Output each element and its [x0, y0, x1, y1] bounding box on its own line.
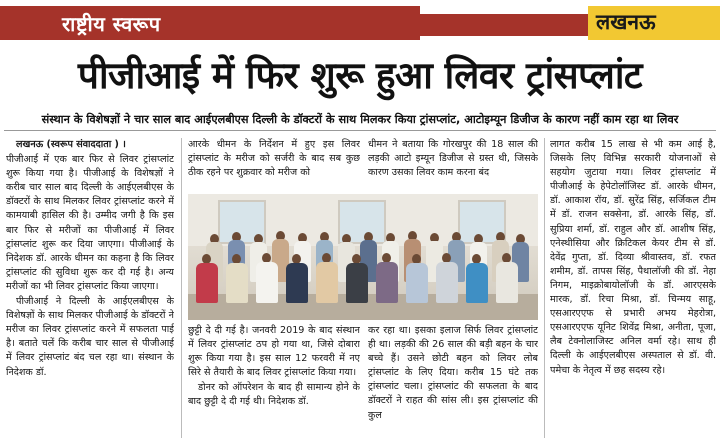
article-column-2-bottom — [188, 324, 360, 440]
city-name: लखनऊ — [596, 10, 656, 34]
article-column-2-top — [188, 138, 360, 190]
article-column-1 — [6, 138, 174, 438]
subhead: संस्थान के विशेषज्ञों ने चार साल बाद आईएलबीएस दिल्ली के डॉक्टरों के साथ मिलकर किया ट्रांसप्लांट, आटोइम्यून डिजीज के कारण नहीं काम रहा था लिवर — [41, 113, 679, 126]
team-group-photo — [188, 194, 538, 320]
col2-bottom-paragraph-1: छुट्टी दे दी गई है। जनवरी 2019 के बाद संस्थान में लिवर ट्रांसप्लांट ठप हो गया था, जिसे दोबारा शुरू किया गया है। इस साल 12 फरवरी में नए सिरे से तैयारी के बाद लिवर ट्रांसप्लांट किया गया। — [188, 325, 360, 379]
col2-top-text: आरके धीमन के निर्देशन में हुए इस लिवर ट्रांसप्लांट के मरीज को सर्जरी के बाद सब कुछ ठीक रहने पर शुक्रवार को मरीज को — [188, 139, 360, 179]
article-column-3-top — [368, 138, 538, 190]
col3-top-text: धीमन ने बताया कि गोरखपुर की 18 साल की लड़की आटो इम्यून डिजीज से ग्रस्त थी, जिसके कारण उसका लिवर काम करना बंद — [368, 139, 538, 179]
headline-rule — [4, 130, 716, 131]
masthead — [0, 0, 720, 46]
dateline: लखनऊ (स्वरूप संवाददाता ) । — [16, 139, 126, 150]
col1-paragraph-2: पीजीआई ने दिल्ली के आईएलबीएस के विशेषज्ञों के साथ मिलकर पीजीआई के डॉक्टरों ने मरीज का लिवर ट्रांसप्लांट करने में सफलता पाई है। बताते चलें कि करीब चार साल से पीजीआई में लिवर ट्रांसप्लांट बंद चल रहा था। संस्थान के निदेशक डॉ. — [6, 296, 174, 378]
column-divider — [544, 138, 545, 438]
col3-bottom-text: कर रहा था। इसका इलाज सिर्फ लिवर ट्रांसप्लांट ही था। लड़की की 26 साल की बड़ी बहन के चार बच्चे हैं। उसने छोटी बहन को लिवर लोब ट्रांसप्लांट के लिए दिया। करीब 15 घंटे तक ट्रांसप्लांट चला। ट्रांसप्लांट की सफलता के बाद डॉक्टरों ने राहत की सांस ली। इस ट्रांसप्लांट की कुल — [368, 325, 538, 421]
col1-paragraph-1: पीजीआई में एक बार फिर से लिवर ट्रांसप्लांट शुरू किया गया है। पीजीआई के विशेषज्ञों ने करीब चार साल बाद दिल्ली के आईएलबीएस के डॉक्टरों के साथ मिलकर लिवर ट्रांसप्लांट करने में कामयाबी हासिल की है। उम्मीद जगी है कि इस बार फिर से मरीजों का पीजीआई में लिवर ट्रांसप्लांट शुरू कर दिया जाएगा। पीजीआई के निदेशक डॉ. आरके धीमन का कहना है कि लिवर ट्रांसप्लांट की सुविधा शुरू कर दी गई है। अन्य मरीजों का भी लिवर ट्रांसप्लांट किया जाएगा। — [6, 154, 174, 292]
col2-bottom-paragraph-2: डोनर को ऑपरेशन के बाद ही सामान्य होने के बाद छुट्टी दे दी गई थी। निदेशक डॉ. — [188, 382, 360, 408]
article-column-3-bottom — [368, 324, 538, 440]
headline: पीजीआई में फिर शुरू हुआ लिवर ट्रांसप्लांट — [77, 54, 643, 97]
column-divider — [181, 138, 182, 438]
col4-text: लागत करीब 15 लाख से भी कम आई है, जिसके लिए विभिन्न सरकारी योजनाओं से सहयोग जुटाया गया। लिवर ट्रांसप्लांट में पीजीआई के हेपेटोलॉजिस्ट डॉ. आरके धीमन, डॉ. आकाश रॉय, डॉ. सुरेंद्र सिंह, सर्जिकल टीम में डॉ. राजन सक्सेना, डॉ. आरके सिंह, डॉ. सुप्रिया शर्मा, डॉ. राहुल और डॉ. आशीष सिंह, एनेस्थीसिया और क्रिटिकल केयर टीम से डॉ. देवेंद्र गुप्ता, डॉ. दिव्या श्रीवास्तव, डॉ. रफत शमीम, डॉ. तापस सिंह, पैथालॉजी की डॉ. नेहा निगम, माइक्रोबायोलॉजी के डॉ. आरएसके मारक, डॉ. रिचा मिश्रा, डॉ. चिन्मय साहू, एसआरएएफ से प्रभारी अभय मेहरोत्रा, एसआरएएफ यूनिट शिवेंद्र मिश्रा, अनीता, पूजा, लैब टेक्नोलाजिस्ट अनिल वर्मा रहे। साथ ही दिल्ली के आईएलबीएस अस्पताल से डॉ. वी. पमेचा के नेतृत्व में छह सदस्य रहे। — [550, 139, 716, 376]
article-column-4 — [550, 138, 716, 438]
section-band — [0, 6, 420, 40]
section-name: राष्ट्रीय स्वरूप — [62, 12, 161, 36]
city-strip — [420, 14, 588, 36]
